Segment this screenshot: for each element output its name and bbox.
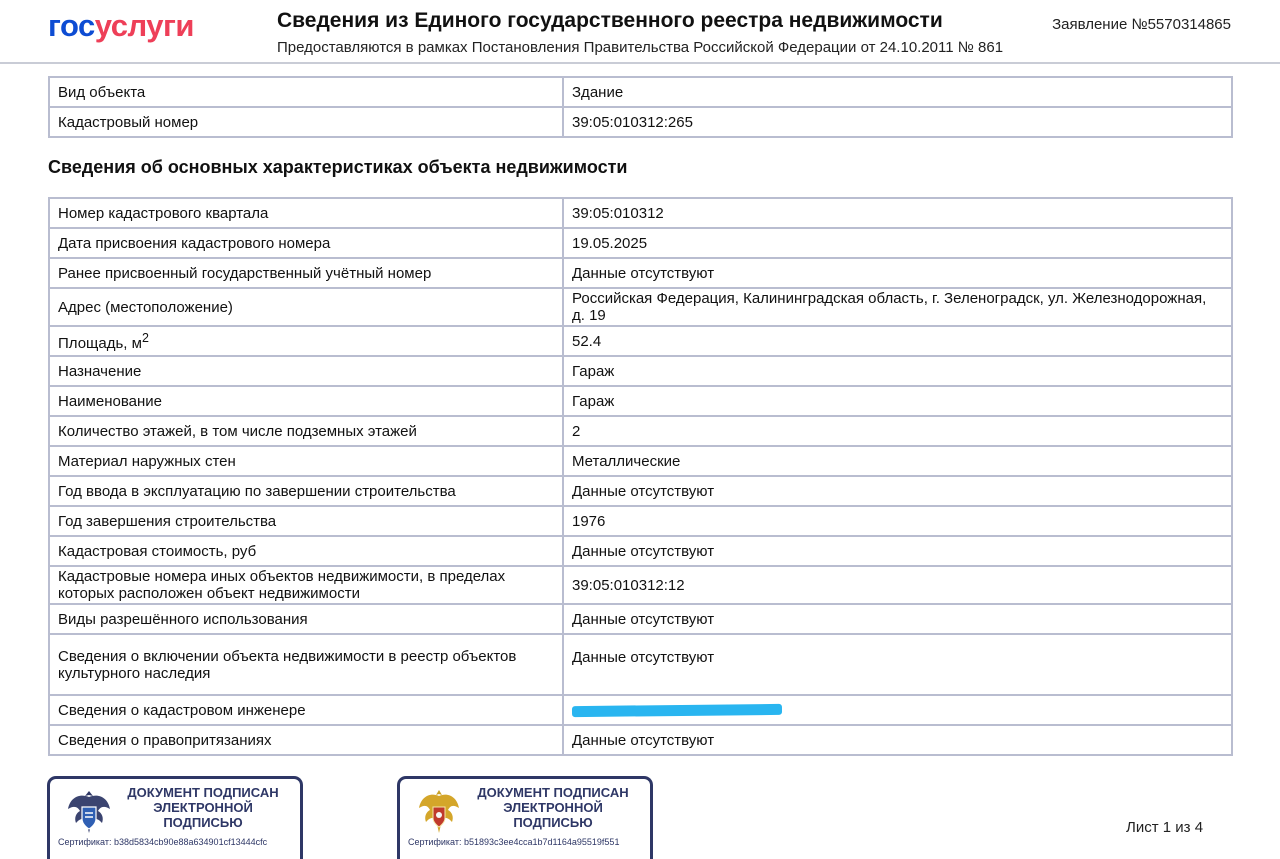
- section-title: Сведения об основных характеристиках объекта недвижимости: [48, 157, 628, 177]
- area-unit-exponent: 2: [141, 331, 149, 345]
- row-value: 39:05:010312:265: [563, 107, 1232, 137]
- row-value: Данные отсутствуют: [563, 634, 1232, 695]
- table-row: [49, 604, 1232, 634]
- row-value: Данные отсутствуют: [563, 258, 1232, 288]
- row-label: Наименование: [49, 386, 563, 416]
- row-label: Дата присвоения кадастрового номера: [49, 228, 563, 258]
- row-label: [49, 326, 563, 356]
- signature-stamp: [397, 776, 653, 859]
- application-number: Заявление №5570314865: [1052, 16, 1231, 33]
- row-value: 52.4: [563, 326, 1232, 356]
- row-value: Данные отсутствуют: [563, 725, 1232, 755]
- row-value: 39:05:010312:12: [563, 566, 1232, 604]
- row-label: Адрес (местоположение): [49, 288, 563, 326]
- table-row: [49, 77, 1232, 107]
- table-row: [49, 228, 1232, 258]
- table-row: [49, 416, 1232, 446]
- row-label: Назначение: [49, 356, 563, 386]
- row-label: Материал наружных стен: [49, 446, 563, 476]
- row-label: Номер кадастрового квартала: [49, 198, 563, 228]
- signature-stamp: [47, 776, 303, 859]
- stamp-caption: ДОКУМЕНТ ПОДПИСАН ЭЛЕКТРОННОЙ ПОДПИСЬЮ: [477, 785, 629, 830]
- certificate-number: Сертификат: b38d5834cb90e88a634901cf13444cfc: [58, 837, 268, 847]
- table-row: [49, 725, 1232, 755]
- area-label-text: Площадь, м: [58, 335, 142, 352]
- row-label: Ранее присвоенный государственный учётный номер: [49, 258, 563, 288]
- row-value: Гараж: [563, 356, 1232, 386]
- row-label: Год ввода в эксплуатацию по завершении строительства: [49, 476, 563, 506]
- table-row: [49, 446, 1232, 476]
- row-label: Количество этажей, в том числе подземных этажей: [49, 416, 563, 446]
- row-value: Российская Федерация, Калининградская область, г. Зеленоградск, ул. Железнодорожная, д. 19: [563, 288, 1232, 326]
- row-label: Виды разрешённого использования: [49, 604, 563, 634]
- table-row: [49, 258, 1232, 288]
- row-label: Кадастровая стоимость, руб: [49, 536, 563, 566]
- row-value: Данные отсутствуют: [563, 536, 1232, 566]
- document-header: [0, 0, 1280, 64]
- stamp-caption: ДОКУМЕНТ ПОДПИСАН ЭЛЕКТРОННОЙ ПОДПИСЬЮ: [127, 785, 279, 830]
- row-value: Металлические: [563, 446, 1232, 476]
- table-row: [49, 476, 1232, 506]
- row-label: Кадастровые номера иных объектов недвижимости, в пределах которых расположен объект недвижимости: [49, 566, 563, 604]
- table-row: [49, 695, 1232, 725]
- certificate-number: Сертификат: b51893c3ee4cca1b7d1164a95519f551: [408, 837, 620, 847]
- table-row: [49, 536, 1232, 566]
- row-label: Год завершения строительства: [49, 506, 563, 536]
- document-subtitle: Предоставляются в рамках Постановления Правительства Российской Федерации от 24.10.2011 № 861: [277, 39, 1004, 56]
- row-value: 2: [563, 416, 1232, 446]
- table-row: [49, 506, 1232, 536]
- row-value: 19.05.2025: [563, 228, 1232, 258]
- table-row: [49, 288, 1232, 326]
- row-value: Данные отсутствуют: [563, 604, 1232, 634]
- row-value: Гараж: [563, 386, 1232, 416]
- table-row: [49, 198, 1232, 228]
- table-row: [49, 356, 1232, 386]
- row-label: Сведения о кадастровом инженере: [49, 695, 563, 725]
- redaction-mark: [572, 704, 782, 717]
- row-label: Сведения о включении объекта недвижимости в реестр объектов культурного наследия: [49, 634, 563, 695]
- row-label: Вид объекта: [49, 77, 563, 107]
- table-row: [49, 566, 1232, 604]
- row-label: Кадастровый номер: [49, 107, 563, 137]
- row-label: Сведения о правопритязаниях: [49, 725, 563, 755]
- row-value: [563, 695, 1232, 725]
- table-row: [49, 634, 1232, 695]
- row-value: 1976: [563, 506, 1232, 536]
- row-value: Здание: [563, 77, 1232, 107]
- table-row: [49, 326, 1232, 356]
- russian-coat-of-arms-icon: [416, 787, 462, 837]
- document-title: Сведения из Единого государственного реестра недвижимости: [277, 9, 943, 32]
- rosreestr-emblem-icon: [66, 787, 112, 837]
- characteristics-table: [48, 197, 1233, 756]
- page-counter: Лист 1 из 4: [1126, 819, 1204, 836]
- row-value: Данные отсутствуют: [563, 476, 1232, 506]
- row-value: 39:05:010312: [563, 198, 1232, 228]
- gosuslugi-logo[interactable]: госуслуги: [48, 8, 194, 43]
- table-row: [49, 386, 1232, 416]
- table-row: [49, 107, 1232, 137]
- object-summary-table: [48, 76, 1233, 138]
